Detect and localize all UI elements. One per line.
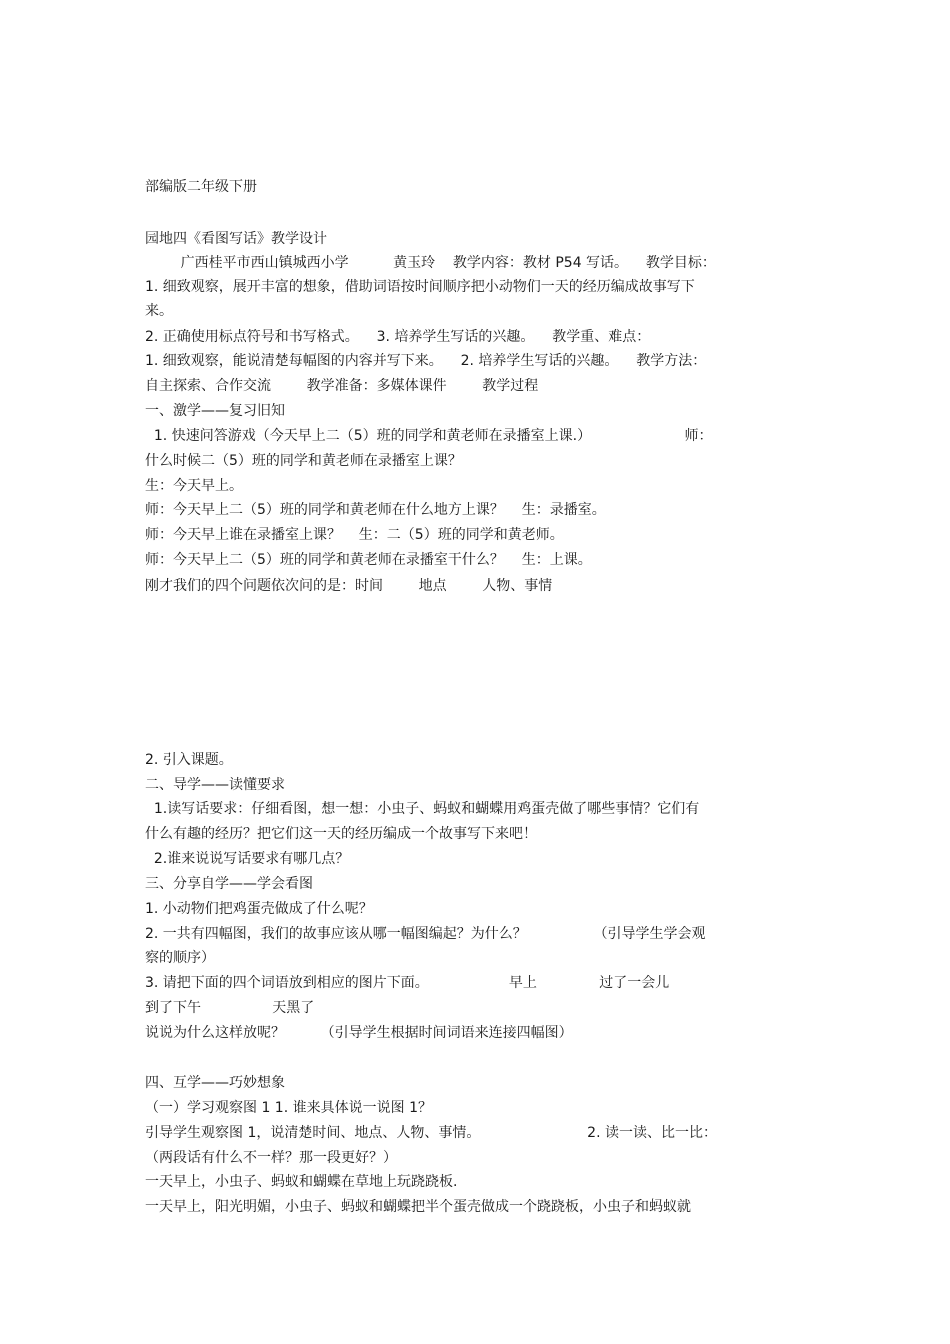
text-line: 3. 请把下面的四个词语放到相应的图片下面。 早上 过了一会儿: [145, 975, 670, 991]
document-header: 部编版二年级下册: [145, 179, 257, 195]
section-heading: 一、激学——复习旧知: [145, 403, 285, 419]
text-line: 广西桂平市西山镇城西小学 黄玉玲 教学内容：教材 P54 写话。 教学目标：: [145, 255, 716, 271]
text-line: 一天早上，小虫子、蚂蚁和蝴蝶在草地上玩跷跷板.: [145, 1174, 458, 1190]
text-line: 1. 细致观察，能说清楚每幅图的内容并写下来。 2. 培养学生写话的兴趣。 教学方法：: [145, 353, 707, 369]
text-line: 2.谁来说说写话要求有哪几点？: [145, 851, 350, 867]
text-line: 察的顺序）: [145, 950, 215, 966]
text-line: （两段话有什么不一样？那一段更好？）: [145, 1150, 397, 1166]
document-title: 园地四《看图写话》教学设计: [145, 231, 327, 247]
text-line: 到了下午 天黑了: [145, 1000, 315, 1016]
text-line: 什么有趣的经历？把它们这一天的经历编成一个故事写下来吧！: [145, 826, 537, 842]
text-line: 引导学生观察图 1，说清楚时间、地点、人物、事情。 2. 读一读、比一比：: [145, 1125, 717, 1141]
text-line: 一天早上，阳光明媚，小虫子、蚂蚁和蝴蝶把半个蛋壳做成一个跷跷板，小虫子和蚂蚁就: [145, 1199, 691, 1215]
text-line: 2. 一共有四幅图，我们的故事应该从哪一幅图编起？为什么？ （引导学生学会观: [145, 926, 706, 942]
text-line: 来。: [145, 303, 173, 319]
text-line: 1.读写话要求：仔细看图，想一想：小虫子、蚂蚁和蝴蝶用鸡蛋壳做了哪些事情？它们有: [145, 801, 700, 817]
section-heading: 二、导学——读懂要求: [145, 777, 285, 793]
text-line: 生：今天早上。: [145, 478, 243, 494]
text-line: 1. 细致观察，展开丰富的想象，借助词语按时间顺序把小动物们一天的经历编成故事写下: [145, 279, 695, 295]
text-line: 1. 快速问答游戏（今天早上二（5）班的同学和黄老师在录播室上课.） 师：: [145, 428, 713, 444]
text-line: 说说为什么这样放呢？ （引导学生根据时间词语来连接四幅图）: [145, 1025, 573, 1041]
text-line: 1. 小动物们把鸡蛋壳做成了什么呢？: [145, 901, 373, 917]
text-line: 2. 正确使用标点符号和书写格式。 3. 培养学生写话的兴趣。 教学重、难点：: [145, 329, 651, 345]
text-line: 什么时候二（5）班的同学和黄老师在录播室上课？: [145, 453, 462, 469]
text-line: 师：今天早上二（5）班的同学和黄老师在录播室干什么？ 生：上课。: [145, 552, 592, 568]
section-heading: 四、互学——巧妙想象: [145, 1075, 285, 1091]
text-line: 刚才我们的四个问题依次问的是：时间 地点 人物、事情: [145, 578, 553, 594]
text-line: （一）学习观察图 1 1. 谁来具体说一说图 1？: [145, 1100, 432, 1116]
text-line: 师：今天早上二（5）班的同学和黄老师在什么地方上课？ 生：录播室。: [145, 502, 606, 518]
text-line: 自主探索、合作交流 教学准备：多媒体课件 教学过程: [145, 378, 539, 394]
text-line: 师：今天早上谁在录播室上课？ 生：二（5）班的同学和黄老师。: [145, 527, 564, 543]
text-line: 2. 引入课题。: [145, 752, 233, 768]
section-heading: 三、分享自学——学会看图: [145, 876, 313, 892]
